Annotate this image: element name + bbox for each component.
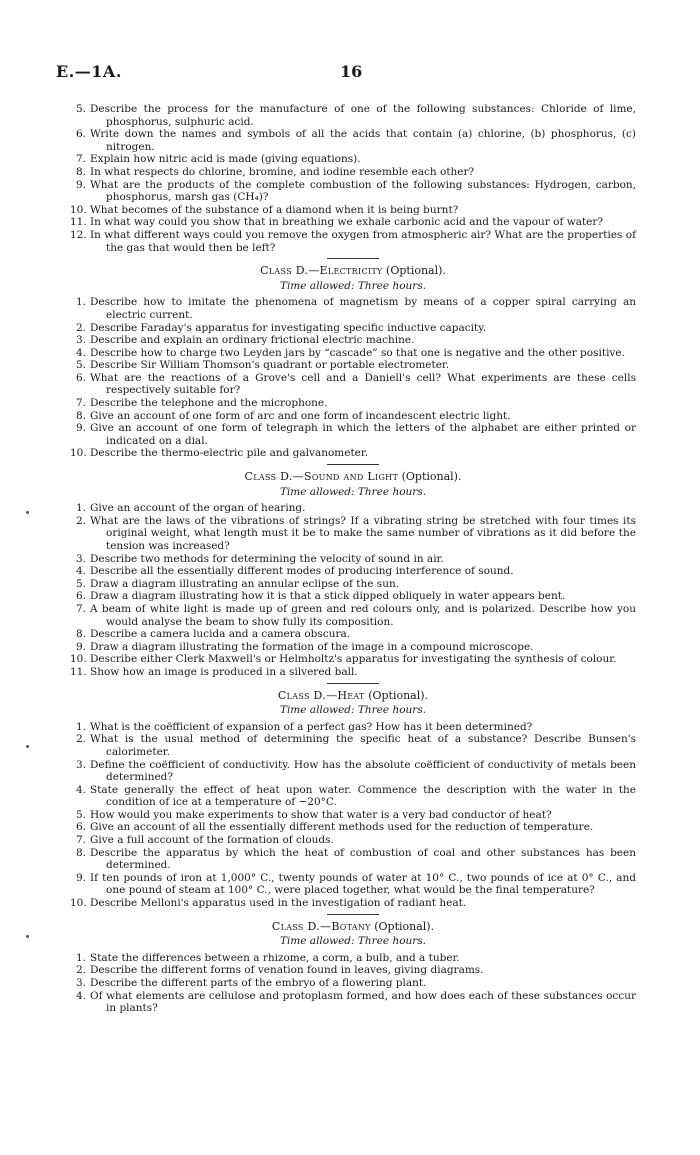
list-item: 5. Draw a diagram illustrating an annular eclipse of the sun. (75, 577, 400, 590)
margin-mark (26, 935, 29, 938)
margin-mark (26, 511, 29, 514)
list-item: 7. Explain how nitric acid is made (giving equations). (75, 153, 361, 166)
list-item: 9. Give an account of one form of telegraph in which the letters of the alphabet are either printed or indicated on a dial. (75, 422, 636, 447)
list-item: 5. Describe the process for the manufacture of one of the following substances: Chloride of lime, phosphorus, sulphuric acid. (75, 103, 636, 128)
list-item: 6. Give an account of all the essentially different methods used for the reduction of temperature. (75, 821, 594, 834)
list-item: 10. Describe either Clerk Maxwell's or Helmholtz's apparatus for investigating the synthesis of colour. (70, 653, 617, 666)
list-item: 11. Show how an image is produced in a silvered ball. (70, 665, 358, 678)
list-item: 4. Describe all the essentially different modes of producing interference of sound. (75, 565, 514, 578)
list-item: 8. In what respects do chlorine, bromine, and iodine resemble each other? (75, 165, 475, 178)
list-item: 3. Describe and explain an ordinary frictional electric machine. (75, 334, 415, 347)
section-heading: Class D.—Electricity (Optional). (260, 264, 446, 278)
question-list (70, 502, 636, 678)
list-item: 3. Define the coëfficient of conductivity. How has the absolute coëfficient of conductivity of metals been determined? (75, 758, 636, 784)
list-item: 8. Describe a camera lucida and a camera obscura. (75, 628, 351, 641)
section-heading: Class D.—Sound and Light (Optional). (244, 470, 462, 484)
section-divider (327, 683, 379, 684)
question-list (70, 721, 636, 910)
list-item: 1. State the differences between a rhizome, a corm, a bulb, and a tuber. (75, 951, 460, 964)
list-item: 10. Describe Melloni's apparatus used in the investigation of radiant heat. (70, 897, 467, 910)
section-botany (70, 914, 636, 1015)
list-item: 8. Give an account of one form of arc and one form of incandescent electric light. (75, 409, 511, 422)
list-item: 11. In what way could you show that in breathing we exhale carbonic acid and the vapour of water? (70, 216, 604, 229)
list-item: 7. A beam of white light is made up of green and red colours only, and is polarized. Describe how you would analyse the beam to show fully its composition. (75, 602, 636, 628)
list-item: 8. Describe the apparatus by which the heat of combustion of coal and other substances has been determined. (75, 846, 636, 872)
list-item: 1. Give an account of the organ of hearing. (75, 502, 306, 515)
list-item: 2. What are the laws of the vibrations of strings? If a vibrating string be stretched with four times its original weight, what length must it be to make the same number of vibrations as it did before the tension was increased? (75, 514, 636, 552)
list-item: 12. In what different ways could you remove the oxygen from atmospheric air? What are the properties of the gas that would then be left? (70, 228, 636, 254)
list-item: 9. What are the products of the complete combustion of the following substances: Hydrogen, carbon, phosphorus, marsh gas (CH₄)? (75, 178, 636, 204)
list-item: 4. Describe how to charge two Leyden jars by “cascade” so that one is negative and the other positive. (75, 346, 625, 359)
section-electricity (70, 258, 636, 460)
section-heading: Class D.—Heat (Optional). (277, 688, 429, 702)
list-item: 10. What becomes of the substance of a diamond when it is being burnt? (70, 203, 459, 216)
section-heading: Class D.—Botany (Optional). (271, 919, 435, 933)
section-divider (327, 464, 379, 465)
list-item: 9. If ten pounds of iron at 1,000° C., twenty pounds of water at 10° C., two pounds of ice at 0° C., and one pound of steam at 100° C., were placed together, what would be the final temperature? (75, 871, 636, 897)
list-item: 4. Of what elements are cellulose and protoplasm formed, and how does each of these substances occur in plants? (75, 989, 636, 1015)
list-item: 7. Give a full account of the formation of clouds. (75, 834, 334, 847)
section-divider (327, 258, 379, 259)
intro-question-list (70, 103, 636, 254)
list-item: 6. Write down the names and symbols of all the acids that contain (a) chlorine, (b) phosphorus, (c) nitrogen. (75, 128, 636, 153)
list-item: 6. What are the reactions of a Grove's cell and a Daniell's cell? What experiments are these cells respectively suitable for? (75, 371, 636, 397)
question-list (70, 296, 636, 460)
page-body (70, 103, 636, 1015)
section-heat (70, 683, 636, 910)
list-item: 1. Describe how to imitate the phenomena of magnetism by means of a copper spiral carrying an electric current. (75, 296, 636, 321)
list-item: 1. What is the coëfficient of expansion of a perfect gas? How has it been determined? (75, 720, 533, 733)
list-item: 3. Describe the different parts of the embryo of a flowering plant. (75, 977, 427, 989)
question-list (70, 952, 636, 1015)
list-item: 2. What is the usual method of determining the specific heat of a substance? Describe Bunsen's calorimeter. (75, 733, 636, 758)
list-item: 2. Describe the different forms of venation found in leaves, giving diagrams. (75, 964, 484, 977)
list-item: 10. Describe the thermo-electric pile and galvanometer. (70, 447, 369, 460)
page-id: E.—1A. (56, 62, 122, 81)
section-sound-and-light (70, 464, 636, 679)
list-item: 2. Describe Faraday's apparatus for investigating specific inductive capacity. (75, 321, 487, 334)
time-allowed: Time allowed: Three hours. (279, 485, 427, 498)
margin-mark (26, 745, 29, 748)
list-item: 5. Describe Sir William Thomson's quadrant or portable electrometer. (75, 359, 450, 372)
list-item: 9. Draw a diagram illustrating the formation of the image in a compound microscope. (75, 640, 534, 653)
list-item: 6. Draw a diagram illustrating how it is that a stick dipped obliquely in water appears bent. (75, 590, 566, 603)
list-item: 5. How would you make experiments to show that water is a very bad conductor of heat? (75, 808, 552, 821)
time-allowed: Time allowed: Three hours. (279, 279, 427, 292)
list-item: 7. Describe the telephone and the microphone. (75, 397, 328, 410)
list-item: 3. Describe two methods for determining the velocity of sound in air. (75, 552, 444, 565)
page-number: 16 (340, 62, 363, 81)
time-allowed: Time allowed: Three hours. (279, 935, 427, 948)
time-allowed: Time allowed: Three hours. (279, 704, 427, 717)
list-item: 4. State generally the effect of heat upon water. Commence the description with the water in the condition of ice at a temperature of −20°C. (75, 783, 636, 809)
section-divider (327, 914, 379, 915)
